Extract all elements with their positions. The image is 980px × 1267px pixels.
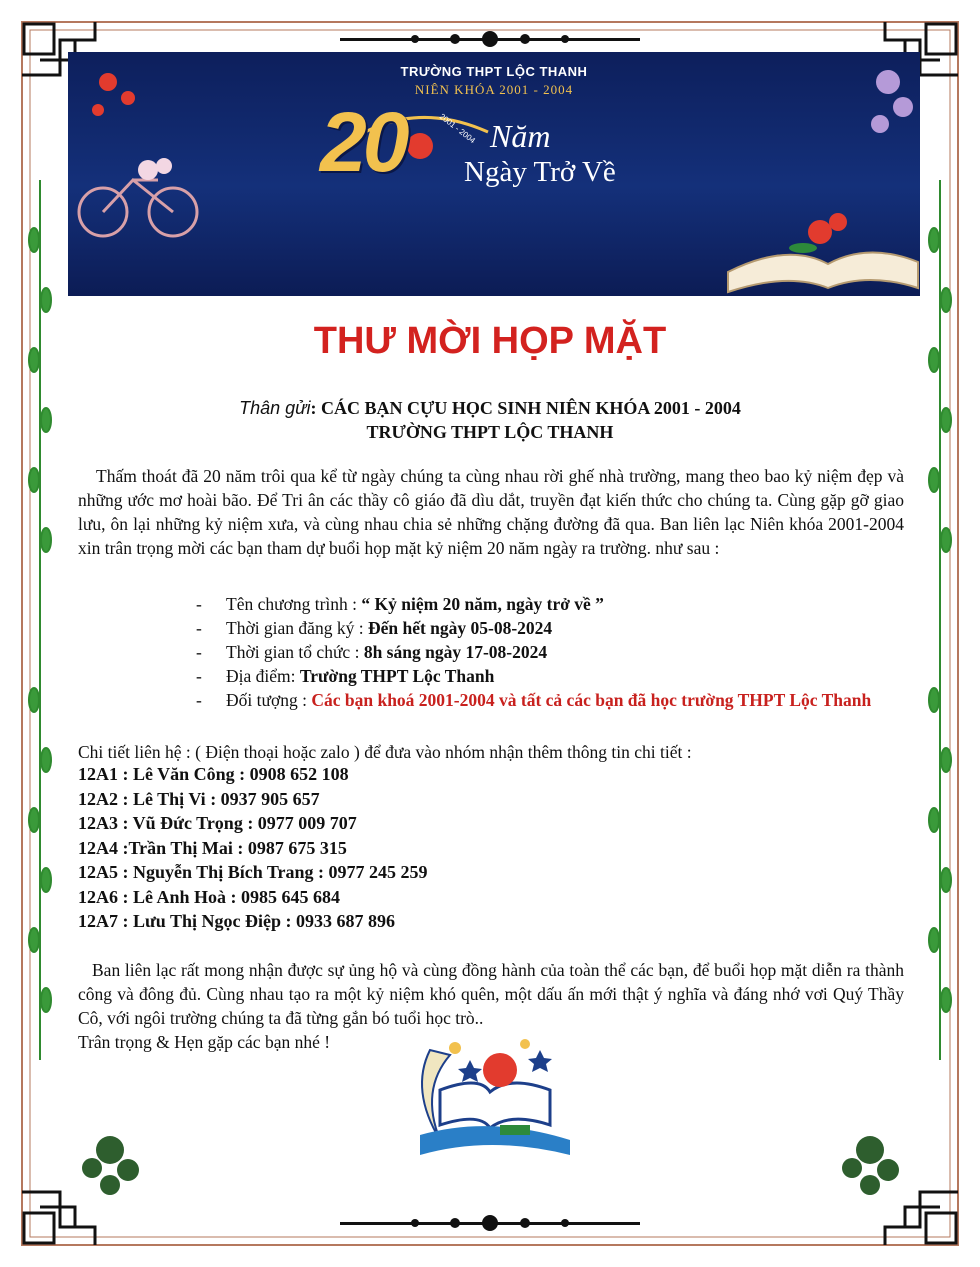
plant-icon-bottom-left (82, 1136, 139, 1195)
anniversary-years: 2001 - 2004 (437, 111, 477, 146)
detail-label: Đối tượng : (226, 690, 312, 710)
lilac-flower-icon (871, 70, 913, 133)
detail-place: - Địa điểm: Trường THPT Lộc Thanh (196, 666, 495, 686)
signoff-text: Trân trọng & Hẹn gặp các bạn nhé ! (78, 1032, 331, 1052)
event-details (196, 592, 916, 712)
anniversary-nam: Năm (490, 118, 551, 154)
detail-label: Thời gian đăng ký : (226, 618, 368, 638)
anniversary-tagline: Ngày Trở Về (464, 156, 616, 188)
plant-icon-bottom-right (842, 1136, 899, 1195)
anniversary-number: 20 (320, 95, 406, 189)
detail-label: Thời gian tổ chức : (226, 642, 364, 662)
detail-value: Trường THPT Lộc Thanh (299, 666, 495, 686)
contact-item: 12A6 : Lê Anh Hoà : 0985 645 684 (78, 886, 341, 907)
recipient-prefix: Thân gửi (239, 398, 311, 418)
invitation-title: THƯ MỜI HỌP MẶT (313, 320, 667, 362)
intro-paragraph: Thấm thoát đã 20 năm trôi qua kể từ ngày chúng ta cùng nhau rời ghế nhà trường, mang theo bao kỷ niệm đẹp và những ước mơ hoài bão. Để Tri ân các thầy cô giáo đã dìu dắt, truyền đạt kiến thức cho chúng ta. Cùng gặp gỡ giao lưu, ôn lại những kỷ niệm xưa, và cùng nhau chia sẻ những chặng đường đã qua. Ban liên lạc Niên khóa 2001-2004 xin trân trọng mời các bạn tham dự buổi họp mặt kỷ niệm 20 năm ngày ra trường. như sau : (78, 466, 904, 558)
book-icon (728, 213, 918, 292)
contact-item: 12A3 : Vũ Đức Trọng : 0977 009 707 (78, 813, 357, 833)
right-vine (929, 180, 951, 1060)
header-banner (68, 52, 920, 296)
closing-text: Ban liên lạc rất mong nhận được sự ủng hộ và cùng đồng hành của toàn thể các bạn, để buổi họp mặt diễn ra thành công và đông đủ. Cùng nhau tạo ra một kỷ niệm khó quên, một dấu ấn mới thật ý nghĩa và đáng nhớ vơi Quý Thầy Cô, với ngôi trường chúng ta đã từng gắn bó tuổi học trò.. (78, 960, 904, 1028)
detail-value: Các bạn khoá 2001-2004 và tất cả các bạn đã học trường THPT Lộc Thanh (311, 690, 872, 710)
recipient-line-1 (0, 398, 980, 419)
contact-item: 12A5 : Nguyễn Thị Bích Trang : 0977 245 259 (78, 862, 428, 882)
top-ornament (340, 31, 640, 47)
detail-register: - Thời gian đăng ký : Đến hết ngày 05-08-2024 (196, 618, 553, 638)
contact-item: 12A7 : Lưu Thị Ngọc Điệp : 0933 687 896 (78, 911, 395, 931)
contact-item: 12A2 : Lê Thị Vi : 0937 905 657 (78, 788, 320, 809)
left-vine (29, 180, 51, 1060)
contact-intro: Chi tiết liên hệ : ( Điện thoại hoặc zalo ) để đưa vào nhóm nhận thêm thông tin chi tiết : (78, 742, 692, 762)
detail-value: Đến hết ngày 05-08-2024 (367, 618, 553, 638)
detail-program: - Tên chương trình : “ Kỷ niệm 20 năm, ngày trở về ” (196, 594, 604, 614)
contact-item: 12A4 :Trần Thị Mai : 0987 675 315 (78, 837, 347, 858)
detail-label: Tên chương trình : (226, 594, 362, 614)
open-book-illustration-icon (400, 1030, 580, 1160)
recipient-text: : CÁC BẠN CỰU HỌC SINH NIÊN KHÓA 2001 - 2004 (310, 398, 741, 418)
banner-school-years: NIÊN KHÓA 2001 - 2004 (414, 82, 574, 97)
contact-item: 12A1 : Lê Văn Công : 0908 652 108 (78, 764, 349, 784)
detail-audience: - Đối tượng : Các bạn khoá 2001-2004 và tất cả các bạn đã học trường THPT Lộc Thanh (196, 690, 872, 710)
detail-value: “ Kỷ niệm 20 năm, ngày trở về ” (361, 594, 604, 614)
detail-value: 8h sáng ngày 17-08-2024 (363, 642, 548, 662)
bicycle-icon (79, 180, 197, 236)
recipient-line-2: TRƯỜNG THPT LỘC THANH (366, 422, 614, 442)
bottom-ornament (340, 1215, 640, 1231)
detail-label: Địa điểm: (226, 666, 300, 686)
banner-school-name: TRƯỜNG THPT LỘC THANH (400, 64, 588, 79)
detail-event-time: - Thời gian tổ chức : 8h sáng ngày 17-08-2024 (196, 642, 548, 662)
contact-list (78, 762, 428, 934)
